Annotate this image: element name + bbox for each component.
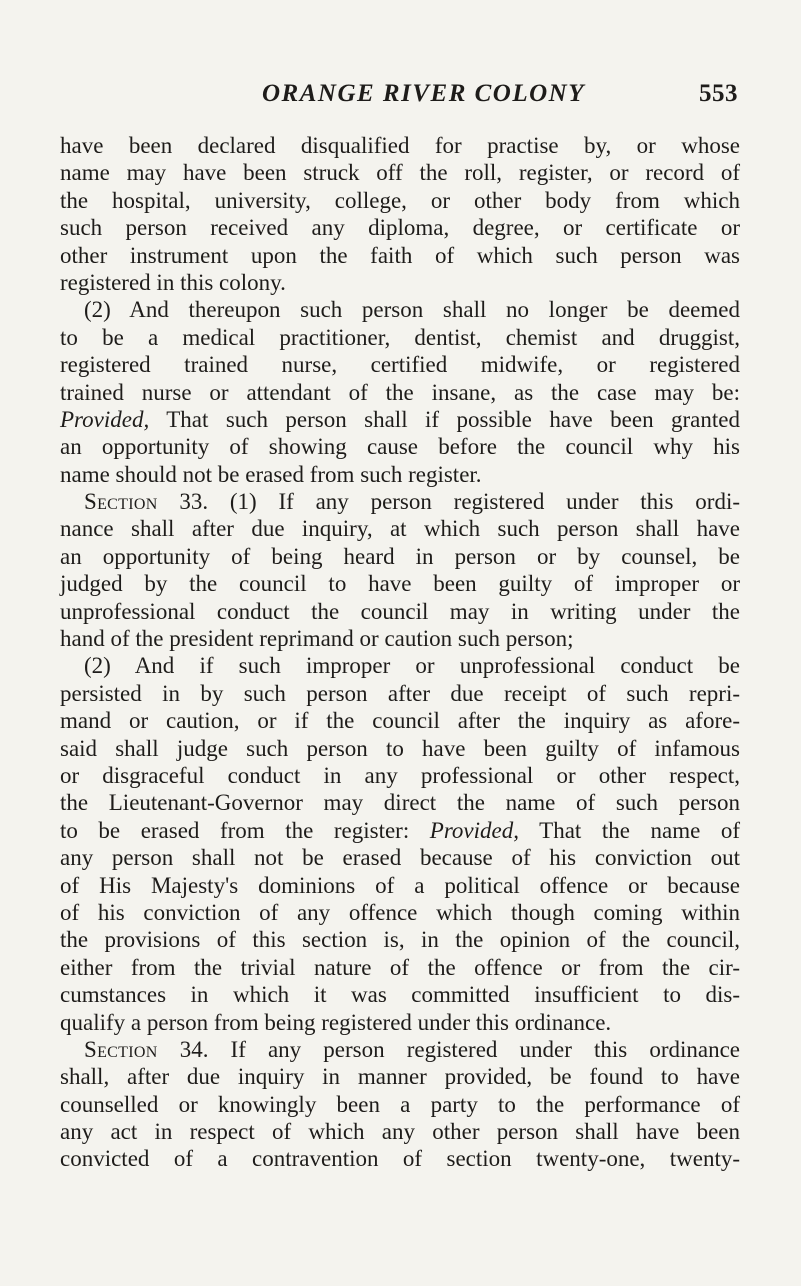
text-line: name may have been struck off the roll, register, or record of (60, 160, 740, 186)
text-line: the provisions of this section is, in the opinion of the council, (60, 927, 740, 953)
text-line: cumstances in which it was committed insufficient to dis- (60, 982, 740, 1008)
text-line: or disgraceful conduct in any professional or other respect, (60, 762, 740, 788)
text-line: unprofessional conduct the council may in writing under the (60, 598, 740, 624)
text-span: 34. If any person registered under this ordinance (179, 1036, 741, 1062)
text-line: said shall judge such person to have been guilty of infamous (60, 735, 740, 761)
text-line: to be a medical practitioner, dentist, chemist and druggist, (60, 324, 740, 350)
text-span: That such person shall if possible have been granted (166, 406, 740, 432)
text-line: the hospital, university, college, or other body from which (60, 187, 740, 213)
text-line (60, 1036, 740, 1063)
text-line: such person received any diploma, degree, or certificate or (60, 215, 740, 241)
text-line: any act in respect of which any other person shall have been (60, 1119, 740, 1145)
text-line: mand or caution, or if the council after the inquiry as afore- (60, 708, 740, 734)
text-line: either from the trivial nature of the offence or from the cir- (60, 954, 740, 980)
text-line (60, 406, 740, 433)
text-line: counselled or knowingly been a party to the performance of (60, 1091, 740, 1117)
text-span: 33. (1) If any person registered under this ordi- (179, 489, 740, 515)
page-header (262, 80, 740, 112)
text-line: the Lieutenant-Governor may direct the name of such person (60, 790, 740, 816)
text-line: (2) And if such improper or unprofessional conduct be (84, 653, 740, 679)
text-line: an opportunity of showing cause before the council why his (60, 434, 740, 460)
text-line: (2) And thereupon such person shall no longer be deemed (84, 297, 740, 323)
text-line: nance shall after due inquiry, at which such person shall have (60, 516, 740, 542)
text-span: That the name of (539, 817, 740, 843)
text-line: other instrument upon the faith of which such person was (60, 242, 740, 268)
text-line: of His Majesty's dominions of a political offence or because (60, 872, 740, 898)
provided-proviso: Provided, (60, 406, 150, 432)
page-number: 553 (699, 80, 738, 107)
text-line: qualify a person from being registered under this ordinance. (60, 1009, 612, 1035)
text-line: shall, after due inquiry in manner provided, be found to have (60, 1064, 740, 1090)
text-line: registered in this colony. (60, 269, 286, 295)
text-line: of his conviction of any offence which though coming within (60, 899, 740, 925)
section-heading: Section (84, 1036, 158, 1062)
text-line: have been declared disqualified for practise by, or whose (60, 133, 740, 158)
text-line: registered trained nurse, certified midwife, or registered (60, 352, 740, 378)
text-line (60, 817, 740, 844)
text-line: any person shall not be erased because of his conviction out (60, 845, 740, 871)
text-line: hand of the president reprimand or caution such person; (60, 626, 574, 652)
text-span: to be erased from the register: (60, 817, 410, 843)
running-title: ORANGE RIVER COLONY (262, 80, 585, 107)
text-line: judged by the council to have been guilty of improper or (60, 571, 740, 597)
section-heading: Section (84, 489, 158, 515)
text-line: name should not be erased from such register. (60, 461, 482, 487)
provided-proviso: Provided, (429, 817, 519, 843)
body-text (60, 132, 740, 1173)
text-line (60, 488, 740, 515)
text-line: persisted in by such person after due receipt of such repri- (60, 680, 740, 706)
text-line: an opportunity of being heard in person or by counsel, be (60, 543, 740, 569)
text-line: trained nurse or attendant of the insane, as the case may be: (60, 379, 740, 405)
text-line: convicted of a contravention of section twenty-one, twenty- (60, 1146, 740, 1172)
